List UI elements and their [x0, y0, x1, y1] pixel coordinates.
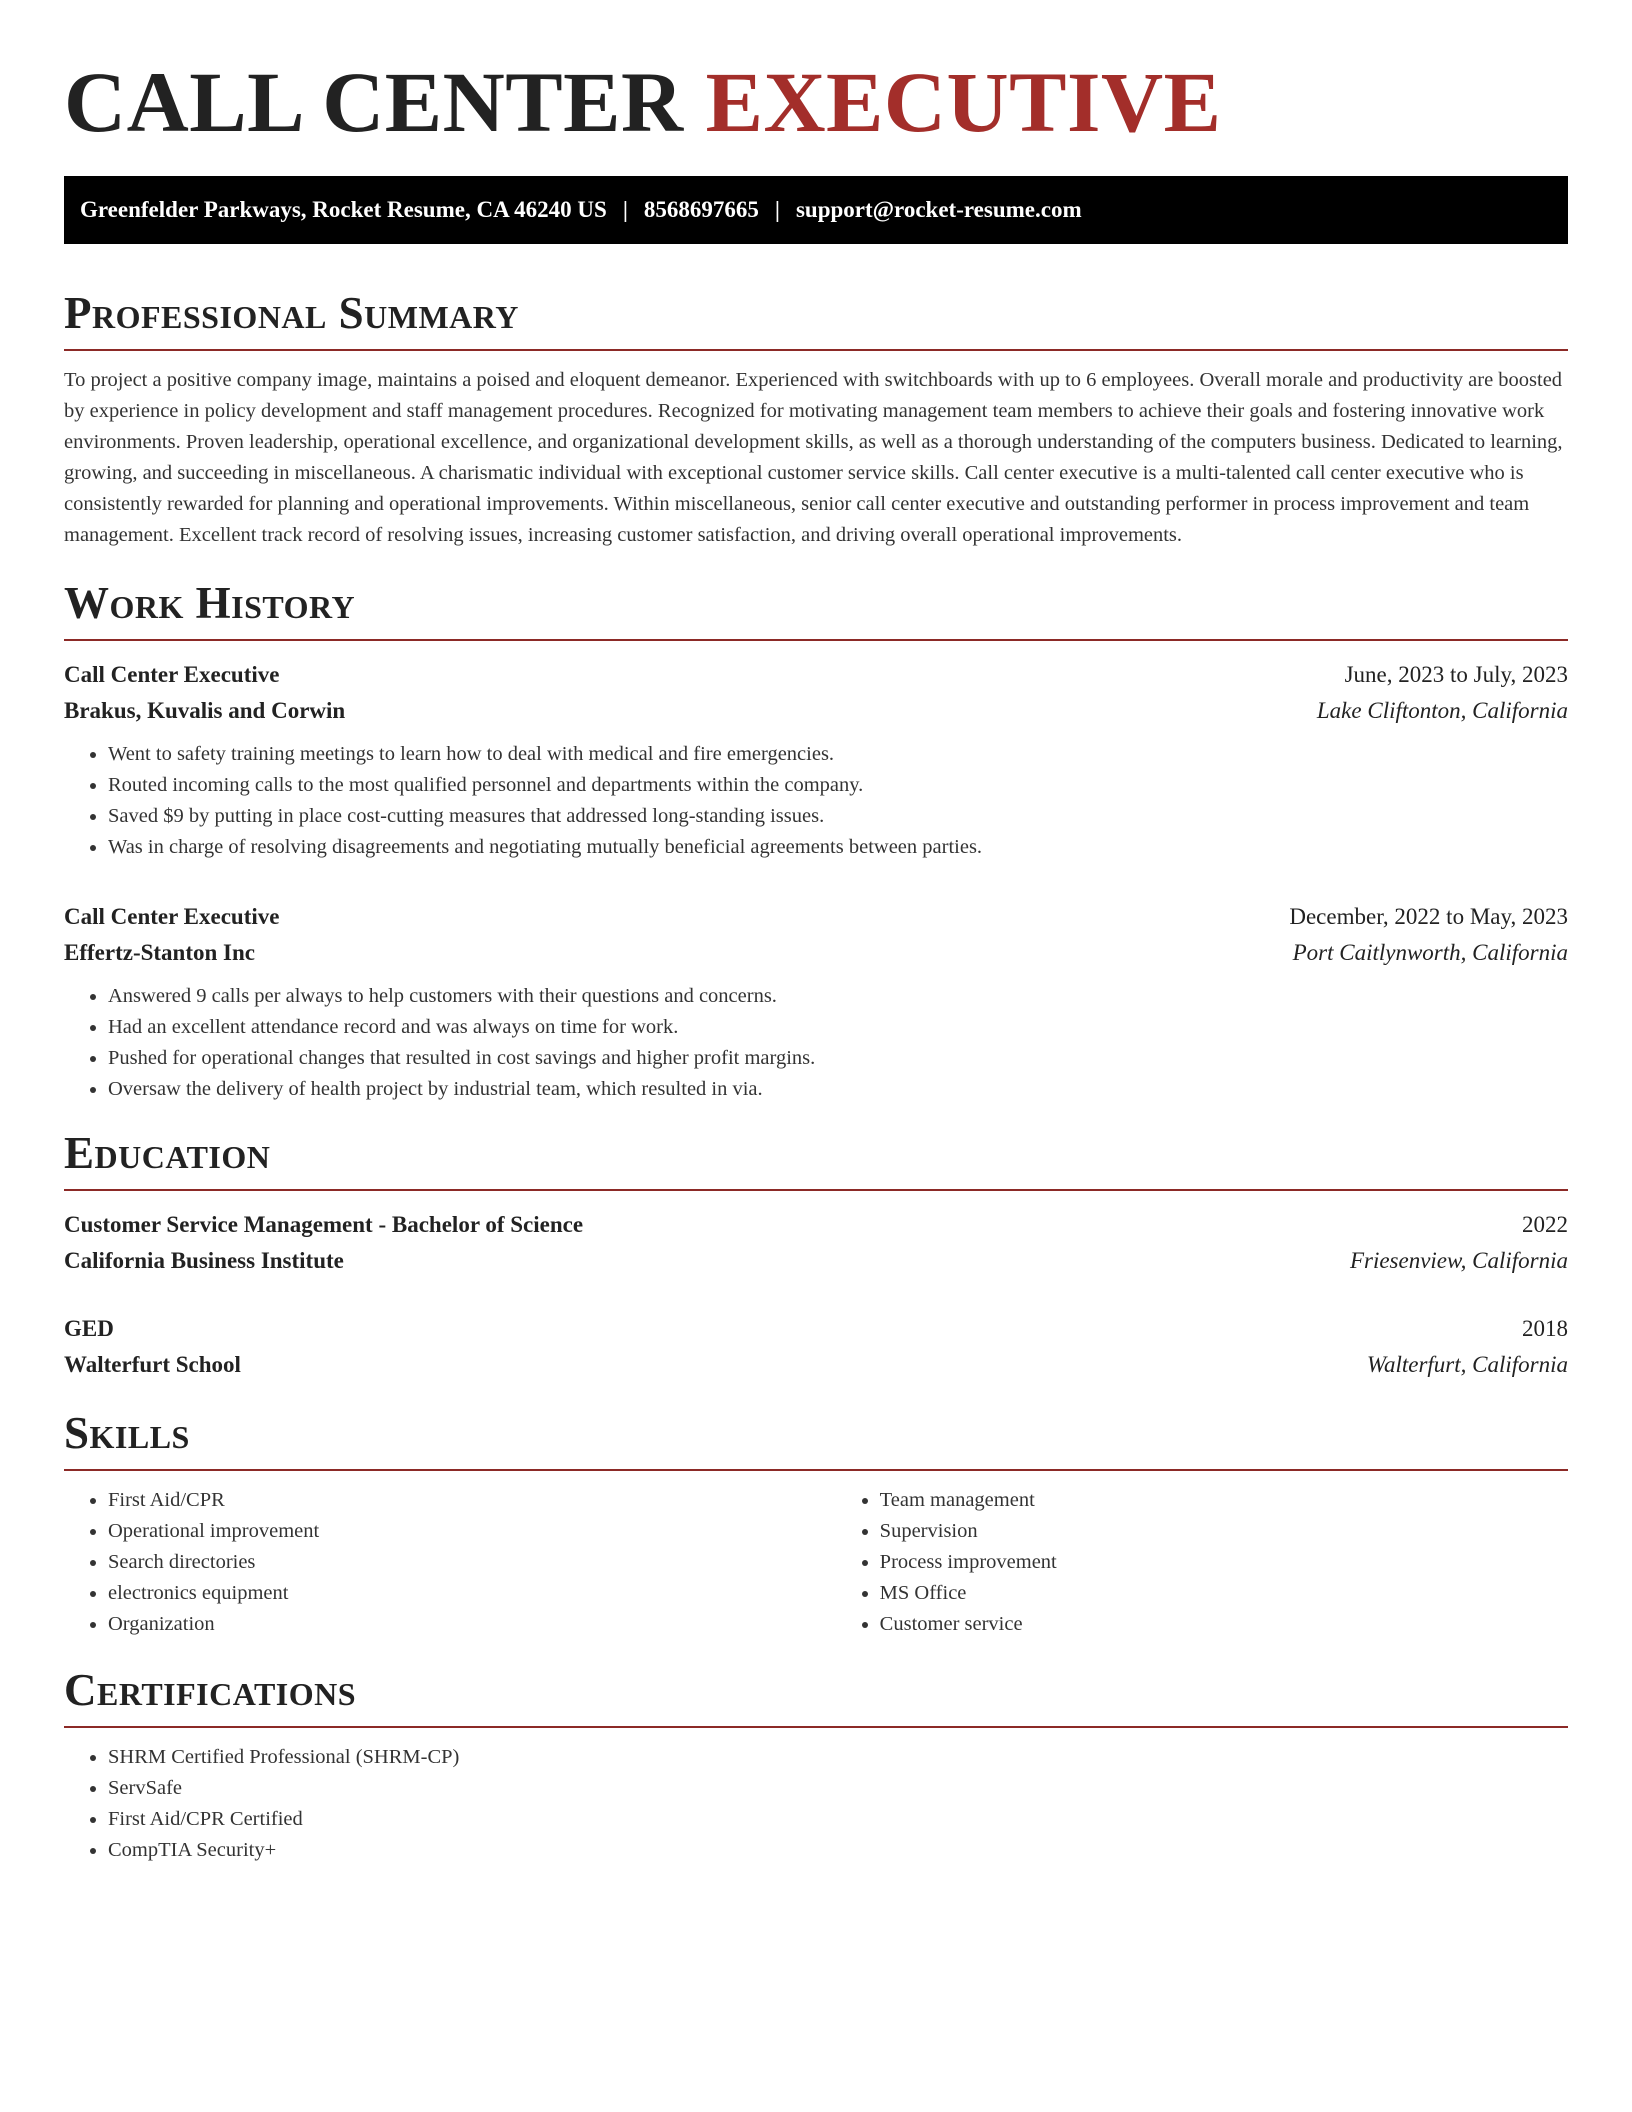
skill-item: • Process improvement [880, 1547, 1568, 1578]
job-company-row [64, 693, 1568, 729]
job-header-row [64, 657, 1568, 693]
name-last: EXECUTIVE [705, 54, 1222, 150]
skill-item: • Search directories [108, 1547, 836, 1578]
work-history-section [64, 577, 1568, 1105]
job-role: Call Center Executive [64, 904, 280, 929]
job-dates: June, 2023 to July, 2023 [1344, 662, 1568, 687]
skill-item: • Operational improvement [108, 1516, 836, 1547]
job-bullet: • Pushed for operational changes that resulted in cost savings and higher profit margins. [108, 1043, 1568, 1074]
skills-grid [64, 1485, 1568, 1640]
skill-item: • Team management [880, 1485, 1568, 1516]
summary-section [64, 287, 1568, 551]
skills-section [64, 1407, 1568, 1640]
section-divider [64, 1726, 1568, 1728]
job-entry [64, 657, 1568, 863]
education-entry [64, 1207, 1568, 1279]
name-first: CALL CENTER [64, 54, 684, 150]
job-bullet: • Was in charge of resolving disagreements and negotiating mutually beneficial agreements between parties. [108, 832, 1568, 863]
section-title-work-history: Work History [64, 578, 356, 628]
education-entry [64, 1311, 1568, 1383]
section-divider [64, 1189, 1568, 1191]
contact-phone: 8568697665 [643, 197, 759, 222]
job-company: Effertz-Stanton Inc [64, 940, 255, 965]
skill-item: • Organization [108, 1609, 836, 1640]
certifications-list [64, 1742, 1568, 1866]
job-bullet: • Routed incoming calls to the most qualified personnel and departments within the company. [108, 770, 1568, 801]
job-header-row [64, 899, 1568, 935]
contact-email: support@rocket-resume.com [795, 197, 1082, 222]
section-title-summary: Professional Summary [64, 288, 519, 338]
education-degree: GED [64, 1316, 114, 1341]
education-location: Walterfurt, California [1366, 1352, 1568, 1377]
education-location: Friesenview, California [1349, 1248, 1568, 1273]
skill-item: • Customer service [880, 1609, 1568, 1640]
education-school: California Business Institute [64, 1248, 344, 1273]
section-title-certifications: Certifications [64, 1665, 357, 1715]
education-degree-row [64, 1207, 1568, 1243]
resume-name [64, 52, 1568, 152]
certification-item: • SHRM Certified Professional (SHRM-CP) [108, 1742, 1568, 1773]
skills-list-right [836, 1485, 1568, 1640]
job-bullet: • Went to safety training meetings to learn how to deal with medical and fire emergencies. [108, 739, 1568, 770]
skill-item: • First Aid/CPR [108, 1485, 836, 1516]
education-school-row [64, 1243, 1568, 1279]
skill-item: • Supervision [880, 1516, 1568, 1547]
section-title-education: Education [64, 1128, 271, 1178]
job-bullets [64, 981, 1568, 1105]
certification-item: • ServSafe [108, 1773, 1568, 1804]
section-divider [64, 349, 1568, 351]
contact-address: Greenfelder Parkways, Rocket Resume, CA 46240 US [80, 197, 607, 222]
contact-separator: | [774, 197, 780, 222]
contact-bar [64, 176, 1568, 244]
job-bullets [64, 739, 1568, 863]
education-school: Walterfurt School [64, 1352, 241, 1377]
job-bullet: • Had an excellent attendance record and was always on time for work. [108, 1012, 1568, 1043]
section-divider [64, 639, 1568, 641]
education-year: 2022 [1522, 1212, 1568, 1237]
skills-list-left [64, 1485, 836, 1640]
certifications-section [64, 1664, 1568, 1866]
certification-item: • First Aid/CPR Certified [108, 1804, 1568, 1835]
job-entry [64, 899, 1568, 1105]
education-year: 2018 [1522, 1316, 1568, 1341]
job-company-row [64, 935, 1568, 971]
section-divider [64, 1469, 1568, 1471]
education-degree: Customer Service Management - Bachelor of Science [64, 1212, 584, 1237]
contact-separator: | [622, 197, 628, 222]
skill-item: • MS Office [880, 1578, 1568, 1609]
education-school-row [64, 1347, 1568, 1383]
job-dates: December, 2022 to May, 2023 [1289, 904, 1568, 929]
skill-item: • electronics equipment [108, 1578, 836, 1609]
certification-item: • CompTIA Security+ [108, 1835, 1568, 1866]
section-title-skills: Skills [64, 1408, 190, 1458]
summary-text: To project a positive company image, maintains a poised and eloquent demeanor. Experienced with switchboards with up to 6 employees. Overall morale and productivity are boosted by experience in policy development and staff management procedures. Recognized for motivating management team members to achieve their goals and fostering innovative work environments. Proven leadership, operational excellence, and organizational development skills, as well as a thorough understanding of the computers business. Dedicated to learning, growing, and succeeding in miscellaneous. A charismatic individual with exceptional customer service skills. Call center executive is a multi-talented call center executive who is consistently rewarded for planning and operational improvements. Within miscellaneous, senior call center executive and outstanding performer in process improvement and team management. Excellent track record of resolving issues, increasing customer satisfaction, and driving overall operational improvements. [64, 369, 1563, 546]
job-location: Lake Cliftonton, California [1316, 698, 1568, 723]
job-company: Brakus, Kuvalis and Corwin [64, 698, 346, 723]
education-degree-row [64, 1311, 1568, 1347]
education-section [64, 1127, 1568, 1383]
job-bullet: • Saved $9 by putting in place cost-cutting measures that addressed long-standing issues. [108, 801, 1568, 832]
job-bullet: • Oversaw the delivery of health project by industrial team, which resulted in via. [108, 1074, 1568, 1105]
job-bullet: • Answered 9 calls per always to help customers with their questions and concerns. [108, 981, 1568, 1012]
job-role: Call Center Executive [64, 662, 280, 687]
job-location: Port Caitlynworth, California [1292, 940, 1568, 965]
